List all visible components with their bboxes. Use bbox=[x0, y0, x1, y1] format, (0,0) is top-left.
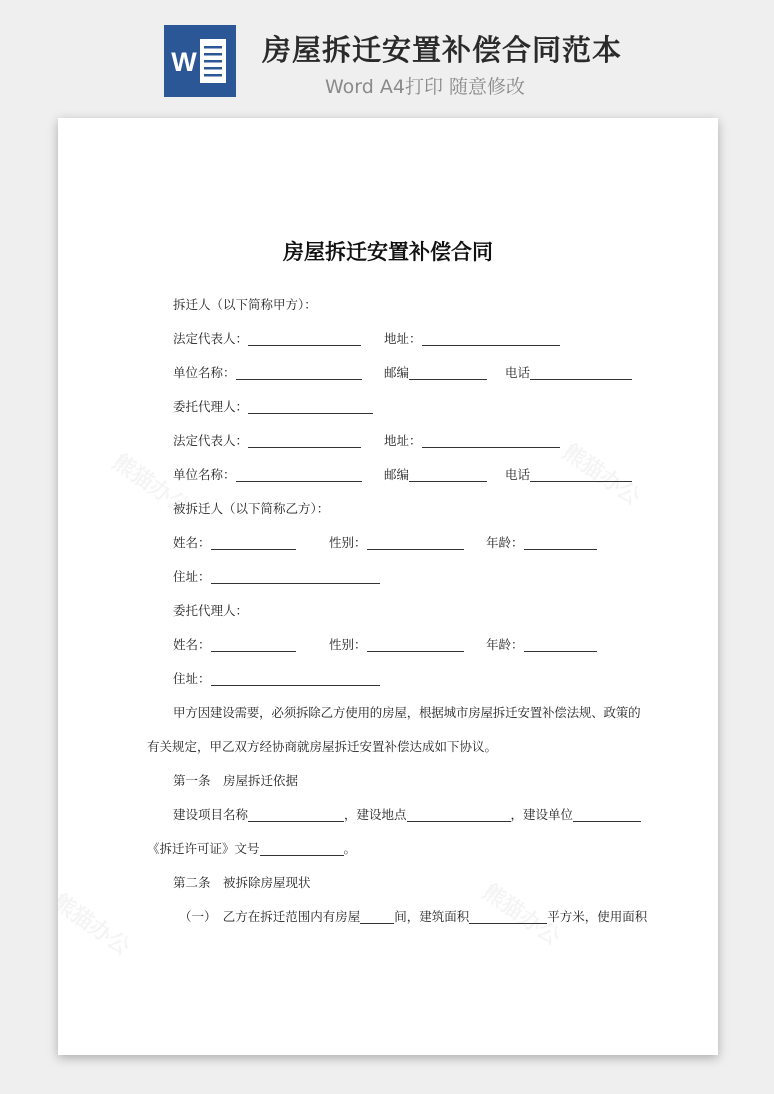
gender-field[interactable] bbox=[367, 637, 464, 652]
floor-area-field[interactable] bbox=[469, 909, 547, 924]
age-label: 年龄： bbox=[486, 637, 524, 652]
unit-name-field[interactable] bbox=[236, 365, 362, 380]
article-1-heading: 第一条 房屋拆迁依据 bbox=[173, 773, 299, 788]
gender-line bbox=[329, 533, 464, 551]
phone-field[interactable] bbox=[530, 365, 632, 380]
residence-field[interactable] bbox=[211, 671, 380, 686]
name-line bbox=[173, 533, 296, 551]
unit-name-label: 单位名称： bbox=[173, 365, 236, 380]
header-title: 房屋拆迁安置补偿合同范本 bbox=[262, 33, 623, 67]
age-label: 年龄： bbox=[486, 535, 524, 550]
address-line-2 bbox=[384, 431, 560, 449]
project-name-field[interactable] bbox=[248, 807, 344, 822]
phone-line bbox=[505, 363, 632, 381]
article-2-heading: 第二条 被拆除房屋现状 bbox=[173, 875, 311, 890]
header-subtitle: Word A4打印 随意修改 bbox=[325, 76, 526, 98]
word-icon-letter: W bbox=[171, 47, 197, 77]
legal-rep-line-2 bbox=[173, 431, 361, 449]
legal-rep-field[interactable] bbox=[248, 331, 361, 346]
address-line bbox=[384, 329, 560, 347]
phone-field[interactable] bbox=[530, 467, 632, 482]
residence-line-2 bbox=[173, 669, 380, 687]
location-label: ，建设地点 bbox=[344, 807, 407, 822]
legal-rep-label: 法定代表人： bbox=[173, 433, 249, 448]
residence-label: 住址： bbox=[173, 569, 211, 584]
name-field[interactable] bbox=[211, 637, 296, 652]
phone-line-2 bbox=[505, 465, 632, 483]
name-label: 姓名： bbox=[173, 535, 211, 550]
gender-line-2 bbox=[329, 635, 464, 653]
phone-label: 电话 bbox=[505, 365, 531, 380]
article-1-project-line bbox=[173, 805, 641, 823]
name-field[interactable] bbox=[211, 535, 296, 550]
project-name-label: 建设项目名称 bbox=[173, 807, 249, 822]
sqm-use-label: 平方米，使用面积 bbox=[547, 909, 648, 924]
residence-line bbox=[173, 567, 380, 585]
permit-line bbox=[147, 839, 356, 857]
unit-name-label: 单位名称： bbox=[173, 467, 236, 482]
party-b-agent-label: 委托代理人： bbox=[173, 603, 249, 618]
name-line-2 bbox=[173, 635, 296, 653]
item-1-prefix: （一） 乙方在拆迁范围内有房屋 bbox=[179, 909, 361, 924]
postcode-line-2 bbox=[384, 465, 487, 483]
article-2-item-1 bbox=[179, 907, 647, 925]
permit-label: 《拆迁许可证》文号 bbox=[147, 841, 260, 856]
residence-label: 住址： bbox=[173, 671, 211, 686]
legal-rep-field[interactable] bbox=[248, 433, 361, 448]
age-line bbox=[486, 533, 597, 551]
document-page bbox=[58, 118, 718, 1055]
postcode-field[interactable] bbox=[409, 467, 487, 482]
gender-label: 性别： bbox=[329, 535, 367, 550]
header bbox=[0, 0, 774, 110]
address-label: 地址： bbox=[384, 433, 422, 448]
address-field[interactable] bbox=[422, 433, 560, 448]
agent-line bbox=[173, 397, 373, 415]
phone-label: 电话 bbox=[505, 467, 531, 482]
age-field[interactable] bbox=[524, 637, 597, 652]
permit-number-field[interactable] bbox=[260, 841, 344, 856]
postcode-label: 邮编 bbox=[384, 365, 410, 380]
party-a-heading: 拆迁人（以下简称甲方）： bbox=[173, 297, 317, 312]
postcode-field[interactable] bbox=[409, 365, 487, 380]
word-document-icon bbox=[164, 25, 236, 97]
name-label: 姓名： bbox=[173, 637, 211, 652]
gender-label: 性别： bbox=[329, 637, 367, 652]
permit-period: 。 bbox=[343, 841, 357, 856]
age-field[interactable] bbox=[524, 535, 597, 550]
agent-label: 委托代理人： bbox=[173, 399, 249, 414]
gender-field[interactable] bbox=[367, 535, 464, 550]
unit-name-line-2 bbox=[173, 465, 362, 483]
unit-name-line bbox=[173, 363, 362, 381]
preamble-line-2: 有关规定，甲乙双方经协商就房屋拆迁安置补偿达成如下协议。 bbox=[147, 739, 498, 754]
agent-field[interactable] bbox=[248, 399, 373, 414]
unit-name-field[interactable] bbox=[236, 467, 362, 482]
builder-field[interactable] bbox=[573, 807, 641, 822]
builder-label: ，建设单位 bbox=[510, 807, 574, 822]
postcode-label: 邮编 bbox=[384, 467, 410, 482]
document-title: 房屋拆迁安置补偿合同 bbox=[283, 240, 493, 264]
postcode-line bbox=[384, 363, 487, 381]
legal-rep-label: 法定代表人： bbox=[173, 331, 249, 346]
rooms-label: 间，建筑面积 bbox=[394, 909, 470, 924]
legal-rep-line bbox=[173, 329, 361, 347]
watermark bbox=[58, 886, 137, 962]
rooms-field[interactable] bbox=[360, 909, 394, 924]
residence-field[interactable] bbox=[211, 569, 380, 584]
age-line-2 bbox=[486, 635, 597, 653]
address-field[interactable] bbox=[422, 331, 560, 346]
party-b-heading: 被拆迁人（以下简称乙方）： bbox=[173, 501, 330, 516]
address-label: 地址： bbox=[384, 331, 422, 346]
location-field[interactable] bbox=[407, 807, 511, 822]
preamble-line-1: 甲方因建设需要，必须拆除乙方使用的房屋，根据城市房屋拆迁安置补偿法规、政策的 bbox=[173, 705, 641, 720]
